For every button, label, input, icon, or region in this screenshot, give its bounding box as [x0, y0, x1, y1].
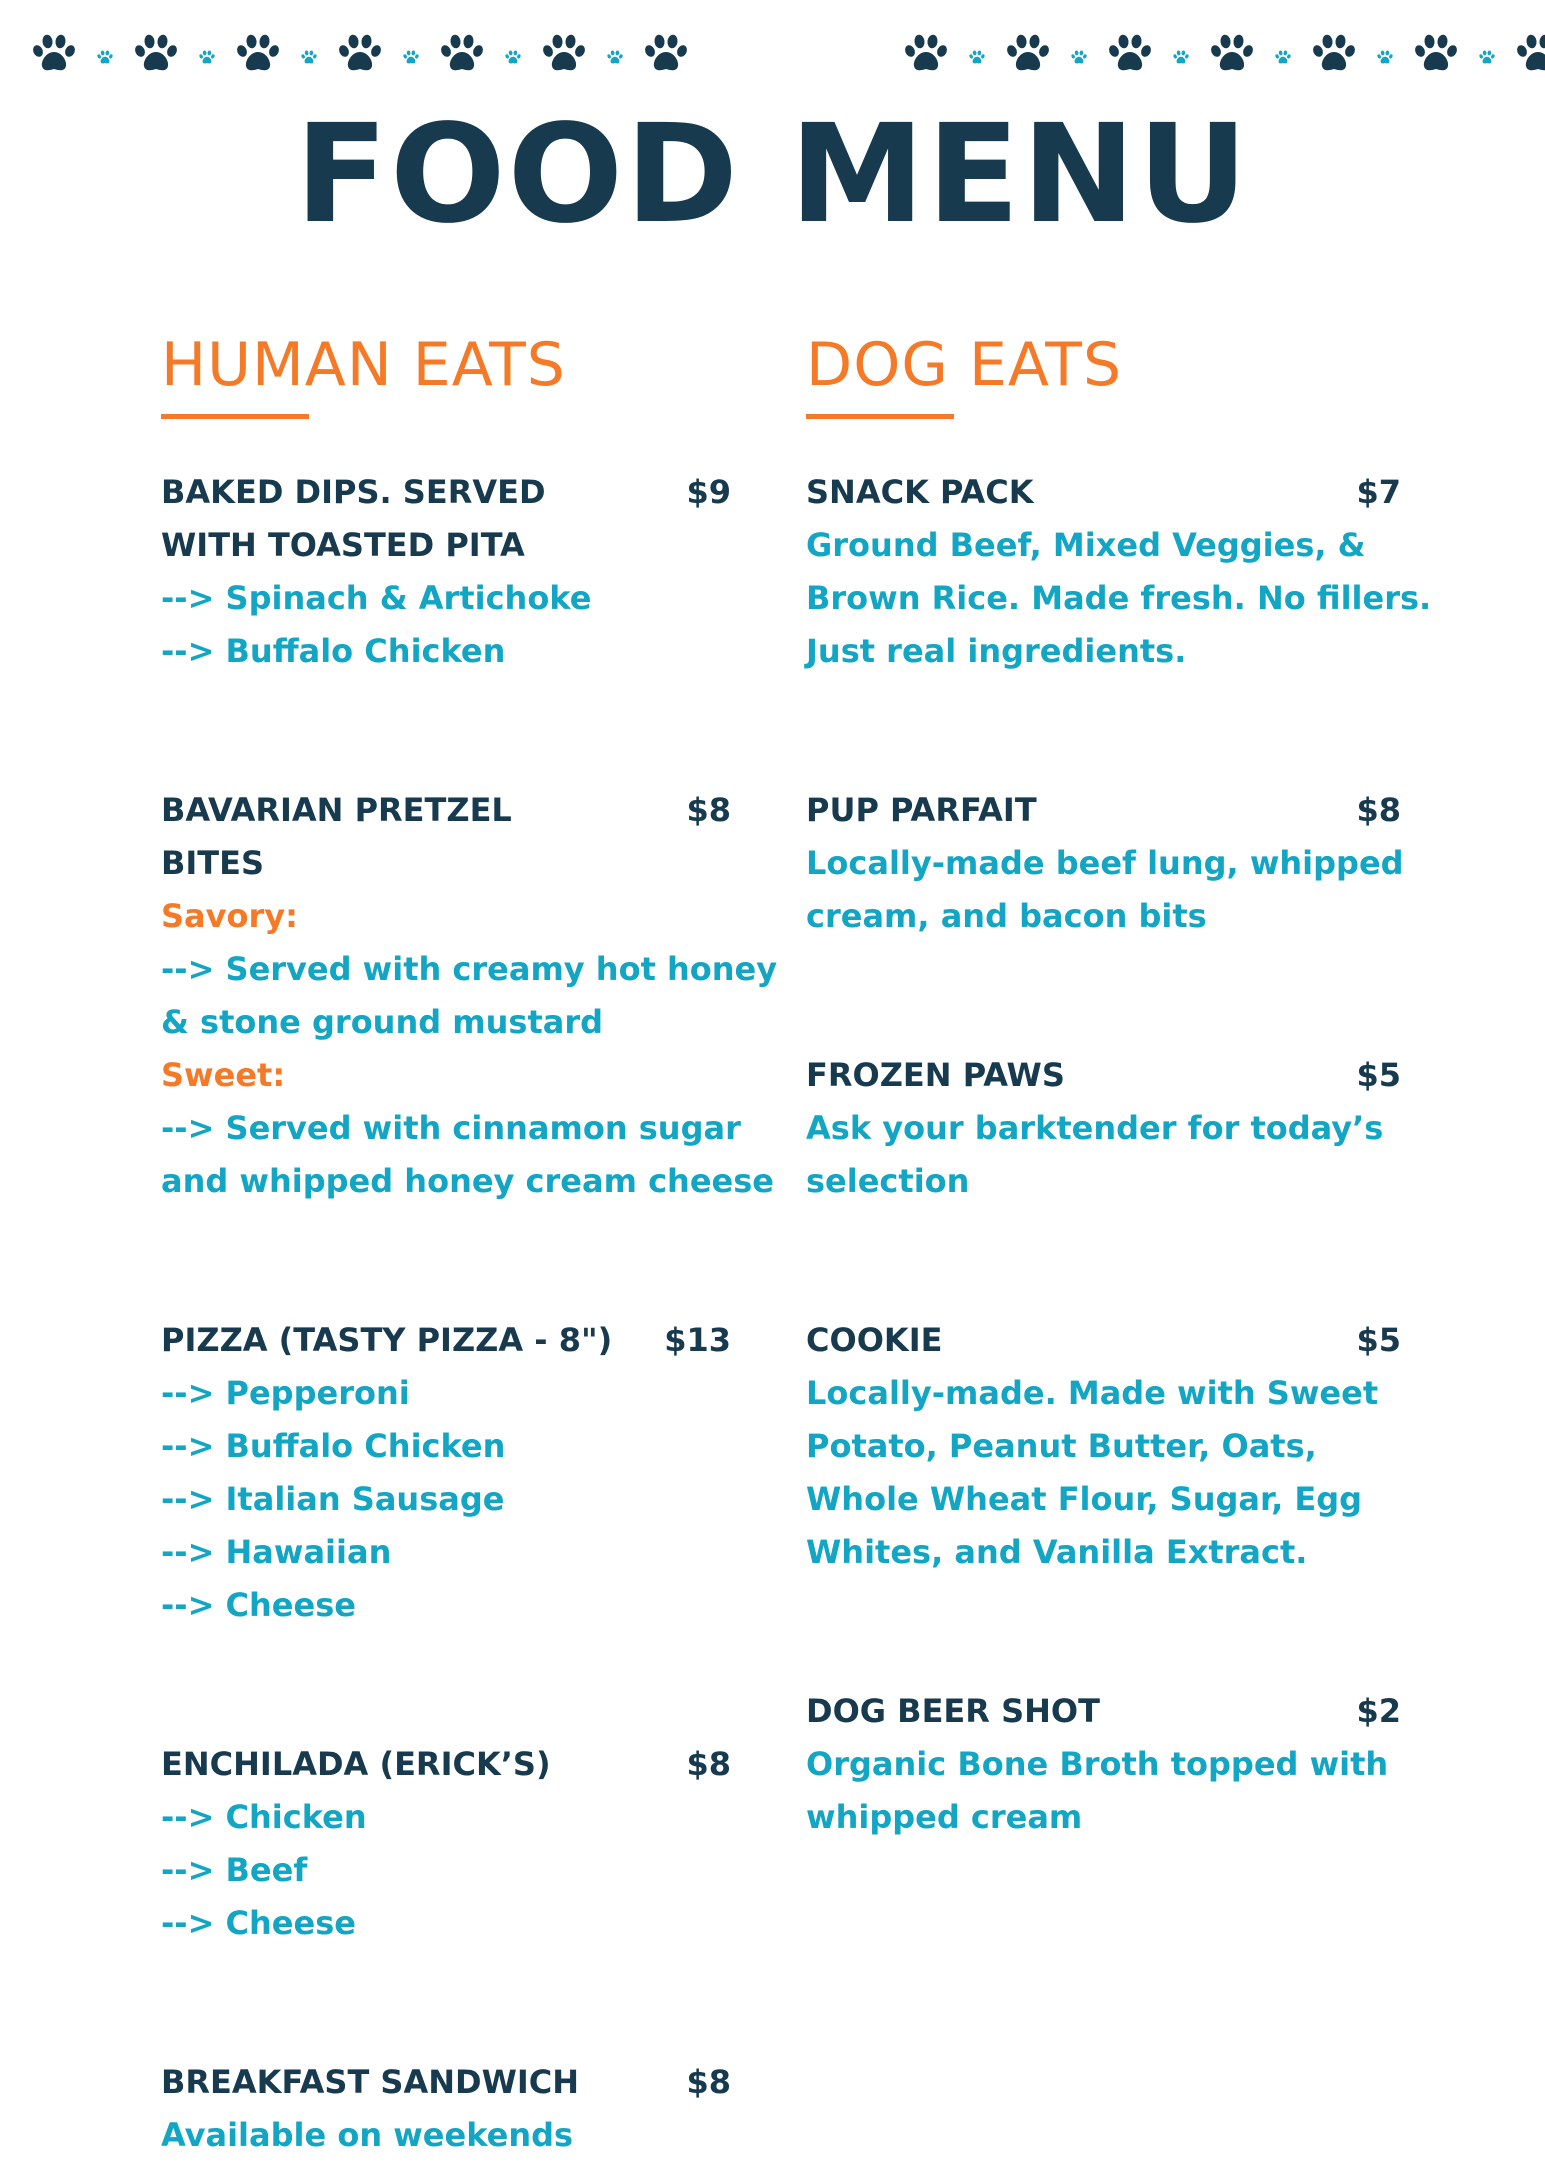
menu-item-name: DOG BEER SHOT [806, 1692, 1100, 1730]
menu-item-price: $2 [1356, 1692, 1401, 1730]
menu-item-description: --> Pepperoni [161, 1374, 410, 1412]
menu-item [161, 466, 731, 678]
menu-item-price: $8 [686, 2063, 731, 2101]
small-paw-print-icon [607, 50, 623, 65]
paw-print-icon [1312, 34, 1356, 74]
paw-print-icon [1108, 34, 1152, 74]
menu-item-name: ENCHILADA (ERICK’S) [161, 1745, 551, 1783]
menu-item-description: --> Spinach & Artichoke [161, 579, 592, 617]
menu-item [161, 784, 778, 1208]
menu-item-description: Ground Beef, Mixed Veggies, & [806, 526, 1366, 564]
menu-item-description: --> Served with creamy hot honey [161, 950, 778, 988]
paw-print-icon [1516, 34, 1545, 74]
menu-item-description: Organic Bone Broth topped with [806, 1745, 1389, 1783]
menu-item-description: Ask your barktender for today’s [806, 1109, 1384, 1147]
human-eats-heading: HUMAN EATS [161, 330, 566, 400]
menu-item-description: --> Hawaiian [161, 1533, 392, 1571]
menu-item [161, 1738, 731, 1950]
small-paw-print-icon [1479, 50, 1495, 65]
menu-item-name: SNACK PACK [806, 473, 1034, 511]
menu-item-description: cream, and bacon bits [806, 897, 1207, 935]
menu-item-name: PUP PARFAIT [806, 791, 1037, 829]
menu-item-description: --> Chicken [161, 1798, 367, 1836]
item-spacer [806, 1579, 1401, 1685]
item-spacer [161, 1208, 731, 1314]
item-spacer [806, 1208, 1401, 1314]
menu-item-description: --> Served with cinnamon sugar [161, 1109, 741, 1147]
small-paw-print-icon [301, 50, 317, 65]
menu-item-description: --> Italian Sausage [161, 1480, 505, 1518]
menu-item-name: PIZZA (TASTY PIZZA - 8") [161, 1321, 613, 1359]
paw-decoration-right [904, 34, 1545, 74]
paw-print-icon [1414, 34, 1458, 74]
paw-print-icon [542, 34, 586, 74]
menu-item-subheading: Sweet: [161, 1056, 286, 1094]
small-paw-print-icon [505, 50, 521, 65]
menu-item-description: --> Buffalo Chicken [161, 632, 506, 670]
menu-item-description: Whites, and Vanilla Extract. [806, 1533, 1308, 1571]
small-paw-print-icon [97, 50, 113, 65]
paw-print-icon [904, 34, 948, 74]
paw-print-icon [32, 34, 76, 74]
paw-print-icon [1006, 34, 1050, 74]
small-paw-print-icon [1071, 50, 1087, 65]
menu-item-description: Brown Rice. Made fresh. No fillers. [806, 579, 1432, 617]
menu-item-description: selection [806, 1162, 970, 1200]
item-spacer [161, 678, 731, 784]
paw-decoration-left [32, 34, 688, 74]
paw-print-icon [1210, 34, 1254, 74]
menu-item-name: BAVARIAN PRETZEL BITES [161, 791, 512, 882]
small-paw-print-icon [1275, 50, 1291, 65]
menu-item-description: Locally-made beef lung, whipped [806, 844, 1404, 882]
menu-item-name: FROZEN PAWS [806, 1056, 1065, 1094]
item-spacer [806, 678, 1401, 784]
menu-item-price: $7 [1356, 473, 1401, 511]
menu-item-description: & stone ground mustard [161, 1003, 604, 1041]
menu-item [161, 2056, 731, 2162]
human-eats-underline [161, 414, 309, 419]
menu-item [806, 1685, 1401, 1844]
menu-item-description: --> Cheese [161, 1904, 356, 1942]
item-spacer [806, 943, 1401, 1049]
menu-item [806, 1314, 1401, 1579]
menu-item-price: $8 [686, 791, 731, 829]
menu-item-subheading: Savory: [161, 897, 298, 935]
paw-print-icon [440, 34, 484, 74]
small-paw-print-icon [969, 50, 985, 65]
menu-item-price: $8 [1356, 791, 1401, 829]
menu-item-price: $5 [1356, 1321, 1401, 1359]
menu-item-description: Potato, Peanut Butter, Oats, [806, 1427, 1317, 1465]
menu-item-description: and whipped honey cream cheese [161, 1162, 774, 1200]
dog-eats-heading: DOG EATS [806, 330, 1123, 400]
menu-item-description: Whole Wheat Flour, Sugar, Egg [806, 1480, 1363, 1518]
menu-item-price: $9 [686, 473, 731, 511]
dog-eats-underline [806, 414, 954, 419]
menu-item-description: Available on weekends [161, 2116, 574, 2154]
item-spacer [161, 1632, 731, 1738]
menu-item-description: --> Cheese [161, 1586, 356, 1624]
paw-print-icon [338, 34, 382, 74]
menu-item [806, 784, 1404, 943]
paw-print-icon [134, 34, 178, 74]
menu-item [161, 1314, 731, 1632]
menu-item-description: whipped cream [806, 1798, 1083, 1836]
menu-item-description: --> Beef [161, 1851, 308, 1889]
small-paw-print-icon [403, 50, 419, 65]
menu-item-description: --> Buffalo Chicken [161, 1427, 506, 1465]
menu-item-name: COOKIE [806, 1321, 943, 1359]
menu-item-description: Locally-made. Made with Sweet [806, 1374, 1379, 1412]
menu-item-price: $8 [686, 1745, 731, 1783]
small-paw-print-icon [1377, 50, 1393, 65]
page-title: FOOD MENU [295, 96, 1250, 254]
menu-item [806, 1049, 1401, 1208]
menu-item [806, 466, 1432, 678]
human-menu-column [161, 466, 778, 2162]
menu-item-price: $13 [664, 1321, 731, 1359]
small-paw-print-icon [199, 50, 215, 65]
menu-item-description: Just real ingredients. [806, 632, 1187, 670]
small-paw-print-icon [1173, 50, 1189, 65]
dog-menu-column [806, 466, 1432, 1844]
item-spacer [161, 1950, 731, 2056]
menu-item-name: BAKED DIPS. SERVED WITH TOASTED PITA [161, 473, 546, 564]
menu-item-price: $5 [1356, 1056, 1401, 1094]
paw-print-icon [644, 34, 688, 74]
menu-item-name: BREAKFAST SANDWICH [161, 2063, 580, 2101]
paw-print-icon [236, 34, 280, 74]
